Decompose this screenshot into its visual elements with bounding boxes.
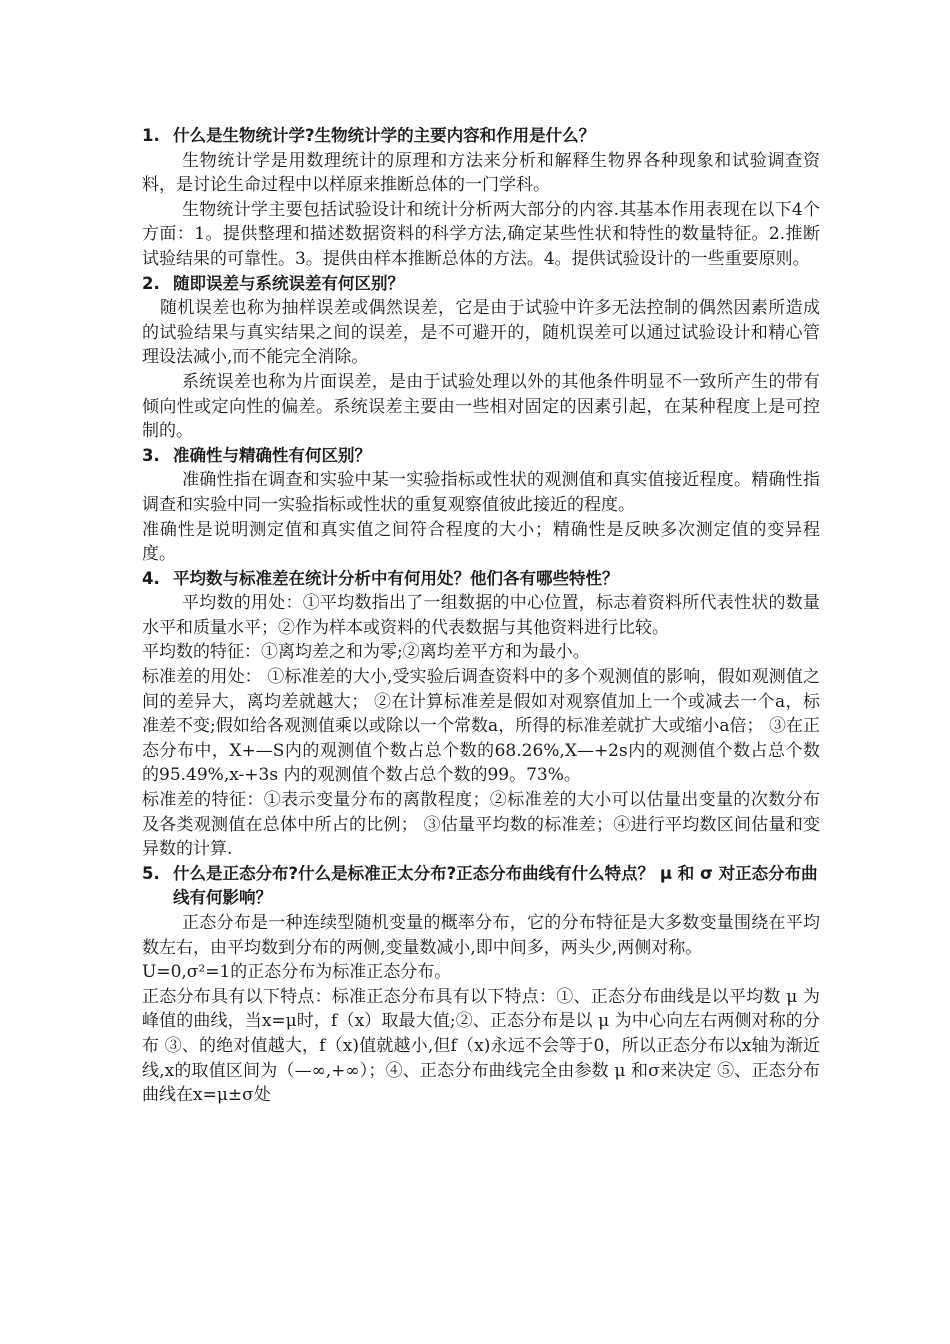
question-heading-2 bbox=[142, 272, 820, 297]
question-text: 随即误差与系统误差有何区别？ bbox=[173, 273, 404, 293]
question-heading-5 bbox=[142, 862, 820, 911]
question-number: 1. bbox=[142, 126, 160, 145]
answer-paragraph: 准确性是说明测定值和真实值之间符合程度的大小；精确性是反映多次测定值的变异程度。 bbox=[142, 519, 820, 565]
answer-paragraph: U=0,σ²=1的正态分布为标准正态分布。 bbox=[142, 962, 452, 983]
answer-paragraph: 系统误差也称为片面误差，是由于试验处理以外的其他条件明显不一致所产生的带有倾向性或定向性的偏差。系统误差主要由一些相对固定的因素引起，在某种程度上是可控制的。 bbox=[142, 371, 820, 442]
question-text: 什么是生物统计学?生物统计学的主要内容和作用是什么？ bbox=[173, 126, 596, 145]
question-number: 3. bbox=[142, 445, 160, 465]
answer-paragraph: 生物统计学主要包括试验设计和统计分析两大部分的内容.其基本作用表现在以下4个方面：1。提供整理和描述数据资料的科学方法,确定某些性状和特性的数量特征。2.推断试验结果的可靠性。3。提供由样本推断总体的方法。4。提供试验设计的一些重要原则。 bbox=[142, 199, 820, 269]
answer-paragraph: 生物统计学是用数理统计的原理和方法来分析和解释生物界各种现象和试验调查资料，是讨论生命过程中以样原来推断总体的一门学科。 bbox=[142, 150, 820, 196]
answer-paragraph: 正态分布具有以下特点：标准正态分布具有以下特点：①、正态分布曲线是以平均数 μ 为峰值的曲线，当x=μ时，f（x）取最大值;②、正态分布是以 μ 为中心向左右两侧对称的分布 ③、的绝对值越大，f（x)值就越小,但f（x)永远不会等于0，所以正态分布以x轴为渐近线,x的取值区间为（—∞,+∞）；④、正态分布曲线完全由参数 μ 和σ来决定 ⑤、正态分布曲线在x=μ±σ处 bbox=[142, 986, 820, 1106]
question-text: 准确性与精确性有何区别？ bbox=[173, 445, 371, 465]
question-number: 5. bbox=[142, 863, 160, 883]
answer-paragraph: 平均数的用处：①平均数指出了一组数据的中心位置，标志着资料所代表性状的数量水平和质量水平；②作为样本或资料的代表数据与其他资料进行比较。 bbox=[142, 593, 820, 638]
question-heading-4 bbox=[142, 567, 820, 592]
answer-paragraph: 标准差的特征：①表示变量分布的离散程度；②标准差的大小可以估量出变量的次数分布及各类观测值在总体中所占的比例； ③估量平均数的标准差；④进行平均数区间估量和变异数的计算. bbox=[142, 790, 820, 860]
question-number: 4. bbox=[142, 568, 160, 588]
question-number: 2. bbox=[142, 273, 160, 293]
answer-paragraph: 准确性指在调查和实验中某一实验指标或性状的观测值和真实值接近程度。精确性指调查和实验中同一实验指标或性状的重复观察值彼此接近的程度。 bbox=[142, 470, 820, 515]
answer-paragraph: 正态分布是一种连续型随机变量的概率分布，它的分布特征是大多数变量围绕在平均数左右，由平均数到分布的两侧,变量数减小,即中间多，两头少,两侧对称。 bbox=[142, 913, 820, 958]
answer-paragraph: 标准差的用处： ①标准差的大小,受实验后调查资料中的多个观测值的影响，假如观测值之间的差异大，离均差就越大； ②在计算标准差是假如对观察值加上一个或减去一个a，标准差不变;假如给各观测值乘以或除以一个常数a，所得的标准差就扩大或缩小a倍； ③在正态分布中，X+—S内的观测值个数占总个数的68.26%,X—+2s内的观测值个数占总个数的95.49%,x-+3s 内的观测值个数占总个数的99。73%。 bbox=[142, 667, 820, 786]
document-page bbox=[142, 124, 820, 1108]
answer-paragraph: 平均数的特征：①离均差之和为零;②离均差平方和为最小。 bbox=[142, 642, 590, 663]
question-heading-3 bbox=[142, 444, 820, 469]
question-text: 平均数与标准差在统计分析中有何用处？他们各有哪些特性？ bbox=[173, 568, 619, 588]
question-heading-1 bbox=[142, 124, 820, 149]
question-text: 什么是正态分布?什么是标准正太分布?正态分布曲线有什么特点？ μ 和 σ 对正态分布曲线有何影响？ bbox=[173, 863, 818, 908]
answer-paragraph: 随机误差也称为抽样误差或偶然误差，它是由于试验中许多无法控制的偶然因素所造成的试验结果与真实结果之间的误差，是不可避开的，随机误差可以通过试验设计和精心管理设法减小,而不能完全消除。 bbox=[142, 298, 820, 368]
